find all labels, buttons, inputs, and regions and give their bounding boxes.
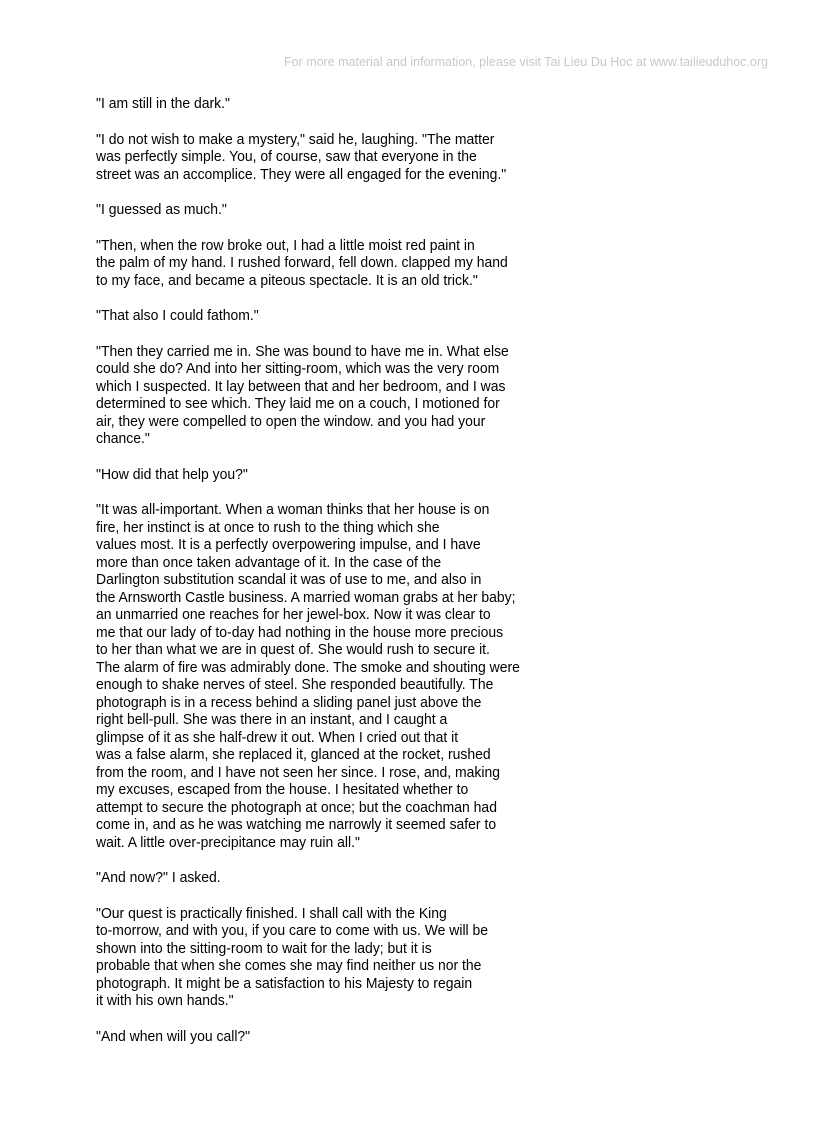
text-line: which I suspected. It lay between that and her bedroom, and I was: [96, 377, 506, 395]
text-line: from the room, and I have not seen her since. I rose, and, making: [96, 763, 500, 781]
text-line: chance.": [96, 430, 150, 447]
paragraph: [96, 466, 691, 484]
text-line: to my face, and became a piteous spectacle. It is an old trick.": [96, 271, 478, 289]
paragraph: [96, 343, 691, 448]
text-line: photograph is in a recess behind a sliding panel just above the: [96, 693, 482, 711]
text-line: "And when will you call?": [96, 1027, 251, 1045]
text-line: attempt to secure the photograph at once; but the coachman had: [96, 798, 497, 816]
text-line: "Our quest is practically finished. I shall call with the King: [96, 904, 447, 922]
text-line: Darlington substitution scandal it was of use to me, and also in: [96, 571, 482, 588]
text-line: glimpse of it as she half-drew it out. When I cried out that it: [96, 728, 459, 746]
text-line: to-morrow, and with you, if you care to come with us. We will be: [96, 922, 489, 939]
text-line: my excuses, escaped from the house. I hesitated whether to: [96, 781, 469, 798]
text-line: could she do? And into her sitting-room, which was the very room: [96, 360, 500, 377]
text-line: an unmarried one reaches for her jewel-box. Now it was clear to: [96, 606, 491, 623]
text-line: determined to see which. They laid me on a couch, I motioned for: [96, 395, 500, 412]
text-line: me that our lady of to-day had nothing in the house more precious: [96, 623, 504, 641]
text-line: "That also I could fathom.": [96, 307, 259, 324]
text-line: enough to shake nerves of steel. She responded beautifully. The: [96, 676, 494, 693]
text-line: values most. It is a perfectly overpowering impulse, and I have: [96, 536, 481, 553]
text-line: was perfectly simple. You, of course, saw that everyone in the: [96, 148, 477, 165]
text-line: it with his own hands.": [96, 992, 234, 1009]
text-line: right bell-pull. She was there in an instant, and I caught a: [96, 711, 448, 728]
paragraph: [96, 501, 691, 851]
text-line: "How did that help you?": [96, 465, 248, 483]
text-line: "It was all-important. When a woman thinks that her house is on: [96, 501, 490, 518]
text-line: "I am still in the dark.": [96, 95, 230, 112]
text-line: was a false alarm, she replaced it, glanced at the rocket, rushed: [96, 746, 491, 763]
header-note: For more material and information, please visit Tai Lieu Du Hoc at www.tailieuduhoc.org: [283, 55, 768, 69]
text-line: wait. A little over-precipitance may ruin all.": [96, 833, 360, 851]
text-line: "Then they carried me in. She was bound to have me in. What else: [96, 342, 509, 360]
paragraph: [96, 1028, 691, 1046]
text-line: "Then, when the row broke out, I had a little moist red paint in: [96, 236, 475, 254]
text-line: fire, her instinct is at once to rush to the thing which she: [96, 518, 440, 536]
text-line: "I guessed as much.": [96, 201, 227, 218]
paragraph: [96, 869, 691, 887]
text-line: to her than what we are in quest of. She would rush to secure it.: [96, 641, 490, 658]
text-line: "I do not wish to make a mystery," said he, laughing. "The matter: [96, 130, 495, 148]
paragraph: [96, 131, 691, 184]
document-body: [96, 95, 691, 1063]
text-line: photograph. It might be a satisfaction to his Majesty to regain: [96, 974, 473, 992]
paragraph: [96, 237, 691, 290]
text-line: street was an accomplice. They were all engaged for the evening.": [96, 165, 507, 183]
text-line: more than once taken advantage of it. In the case of the: [96, 553, 442, 571]
text-line: the palm of my hand. I rushed forward, fell down. clapped my hand: [96, 254, 508, 271]
paragraph: [96, 905, 691, 1010]
paragraph: [96, 201, 691, 219]
paragraph: [96, 307, 691, 325]
text-line: shown into the sitting-room to wait for the lady; but it is: [96, 939, 432, 957]
text-line: probable that when she comes she may find neither us nor the: [96, 957, 482, 974]
text-line: "And now?" I asked.: [96, 869, 221, 886]
text-line: come in, and as he was watching me narrowly it seemed safer to: [96, 816, 497, 833]
text-line: the Arnsworth Castle business. A married woman grabs at her baby;: [96, 588, 516, 606]
paragraph: [96, 95, 691, 113]
text-line: air, they were compelled to open the window. and you had your: [96, 412, 486, 430]
text-line: The alarm of fire was admirably done. The smoke and shouting were: [96, 658, 520, 676]
